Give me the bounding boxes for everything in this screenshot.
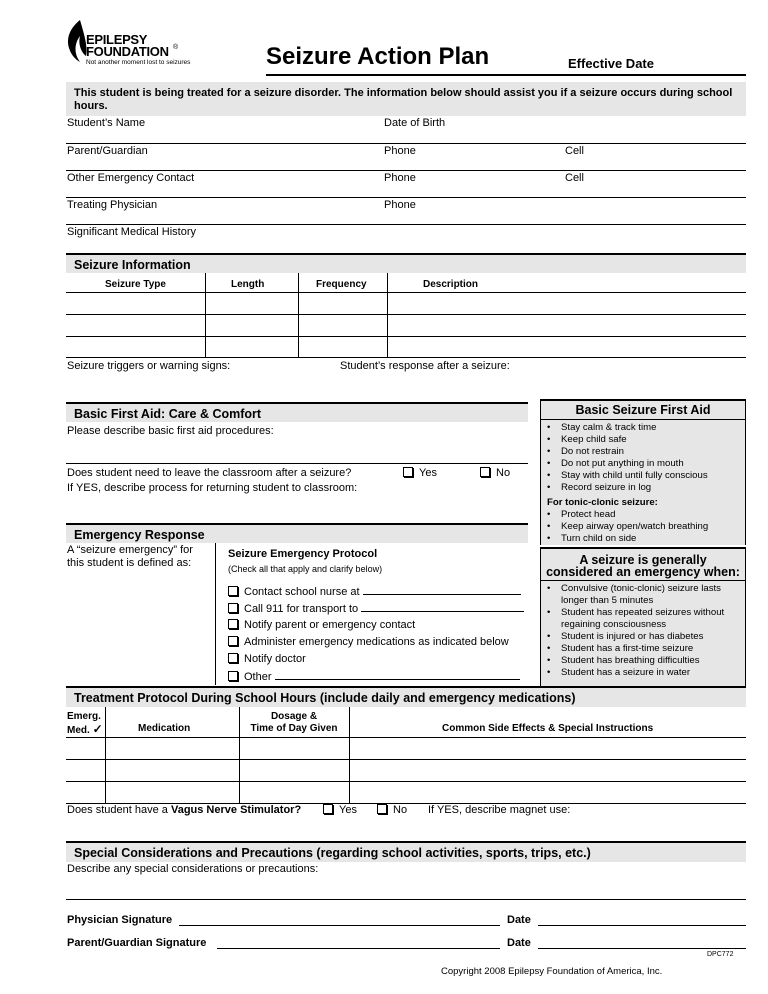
treatment-header bbox=[66, 686, 746, 707]
col-divider bbox=[105, 707, 106, 803]
logo-line1: EPILEPSY bbox=[86, 32, 148, 47]
section-title: Emergency Response bbox=[74, 528, 205, 542]
emergency-criteria-list bbox=[545, 583, 743, 679]
parent-signature-label: Parent/Guardian Signature bbox=[67, 937, 207, 949]
row-rule bbox=[66, 899, 746, 900]
other-field[interactable] bbox=[275, 670, 520, 680]
checkbox-icon[interactable] bbox=[323, 804, 333, 814]
definition-line1: A “seizure emergency” for bbox=[67, 544, 193, 556]
list-item: • Record seizure in log bbox=[545, 482, 743, 494]
protocol-item-notify-parent[interactable]: Notify parent or emergency contact bbox=[228, 619, 415, 631]
special-describe: Describe any special considerations or precautions: bbox=[67, 863, 319, 875]
physician-label: Treating Physician bbox=[67, 199, 158, 211]
table-row bbox=[66, 781, 746, 782]
col-medication: Medication bbox=[138, 723, 191, 734]
checkbox-icon[interactable] bbox=[480, 467, 490, 477]
box-title: Basic Seizure First Aid bbox=[575, 403, 711, 417]
col-frequency: Frequency bbox=[316, 279, 367, 290]
col-side-effects: Common Side Effects & Special Instructions bbox=[442, 723, 654, 734]
parent-date-label: Date bbox=[507, 937, 531, 949]
box-title-line1: A seizure is generally bbox=[579, 553, 707, 567]
checkbox-icon[interactable] bbox=[228, 603, 238, 613]
logo bbox=[66, 18, 206, 70]
col-length: Length bbox=[231, 279, 265, 290]
other-phone-label: Phone bbox=[384, 172, 416, 184]
vns-question: Does student have a Vagus Nerve Stimulator? bbox=[67, 804, 302, 816]
list-item: • Do not restrain bbox=[545, 446, 743, 458]
special-header bbox=[66, 841, 746, 862]
box-rule bbox=[541, 580, 745, 581]
col-divider bbox=[387, 273, 388, 357]
checkbox-icon[interactable] bbox=[228, 671, 238, 681]
physician-signature-field[interactable] bbox=[179, 925, 500, 926]
protocol-sub: (Check all that apply and clarify below) bbox=[228, 564, 383, 574]
list-item: • Stay with child until fully conscious bbox=[545, 470, 743, 482]
col-emerg-line2: Med. ✓ bbox=[67, 722, 103, 736]
col-divider bbox=[298, 273, 299, 357]
list-item: • Keep airway open/watch breathing bbox=[545, 521, 743, 533]
table-row bbox=[66, 357, 746, 358]
col-description: Description bbox=[423, 279, 479, 290]
definition-line2: this student is defined as: bbox=[67, 557, 192, 569]
emergency-criteria-box bbox=[540, 547, 746, 686]
col-divider bbox=[205, 273, 206, 357]
row-rule bbox=[66, 224, 746, 225]
leave-no-option[interactable]: No bbox=[480, 467, 510, 479]
list-item: • Student has a seizure in water bbox=[545, 667, 743, 679]
protocol-item-other[interactable]: Other bbox=[228, 670, 520, 683]
col-emerg-line1: Emerg. bbox=[67, 711, 101, 722]
parent-date-field[interactable] bbox=[538, 948, 746, 949]
list-item: • Student has repeated seizures without regaining consciousness bbox=[545, 607, 743, 631]
list-item: • Student is injured or has diabetes bbox=[545, 631, 743, 643]
effective-date-label: Effective Date bbox=[568, 56, 654, 71]
if-yes-return: If YES, describe process for returning student to classroom: bbox=[67, 482, 358, 494]
logo-registered: ® bbox=[173, 44, 179, 51]
first-aid-header bbox=[66, 402, 528, 422]
checkmark-icon: ✓ bbox=[92, 722, 103, 736]
response-label: Student’s response after a seizure: bbox=[340, 360, 510, 372]
col-dosage-line1: Dosage & bbox=[270, 711, 318, 722]
table-row bbox=[66, 314, 746, 315]
logo-line2: FOUNDATION bbox=[86, 44, 169, 59]
nurse-field[interactable] bbox=[363, 585, 521, 595]
protocol-title: Seizure Emergency Protocol bbox=[228, 548, 378, 560]
leave-yes-option[interactable]: Yes bbox=[403, 467, 437, 479]
section-title: Treatment Protocol During School Hours (include daily and emergency medications) bbox=[74, 691, 576, 705]
other-cell-label: Cell bbox=[565, 172, 584, 184]
list-item: • Convulsive (tonic-clonic) seizure lasts longer than 5 minutes bbox=[545, 583, 743, 607]
checkbox-icon[interactable] bbox=[403, 467, 413, 477]
seizure-first-aid-box bbox=[540, 399, 746, 545]
parent-phone-label: Phone bbox=[384, 145, 416, 157]
parent-label: Parent/Guardian bbox=[67, 145, 148, 157]
list-item: • Student has a first-time seizure bbox=[545, 643, 743, 655]
col-divider bbox=[215, 543, 216, 685]
title-rule bbox=[266, 74, 746, 76]
col-dosage-line2: Time of Day Given bbox=[250, 723, 338, 734]
leave-question: Does student need to leave the classroom after a seizure? bbox=[67, 467, 352, 479]
logo-tagline: Not another moment lost to seizures bbox=[86, 59, 191, 66]
vns-no-option[interactable]: No bbox=[377, 804, 407, 816]
first-aid-describe: Please describe basic first aid procedures: bbox=[67, 425, 274, 437]
section-title: Seizure Information bbox=[74, 258, 191, 272]
section-title: Basic First Aid: Care & Comfort bbox=[74, 407, 262, 421]
checkbox-icon[interactable] bbox=[228, 653, 238, 663]
row-rule bbox=[66, 463, 528, 464]
list-item: • Keep child safe bbox=[545, 434, 743, 446]
student-name-label: Student’s Name bbox=[67, 117, 146, 129]
list-item: • Student has breathing difficulties bbox=[545, 655, 743, 667]
transport-field[interactable] bbox=[361, 602, 524, 612]
intro-text: This student is being treated for a seizure disorder. The information below should assist you if a seizure occurs during school hours. bbox=[74, 87, 733, 112]
tonic-title: For tonic-clonic seizure: bbox=[547, 497, 658, 508]
table-row bbox=[66, 336, 746, 337]
checkbox-icon[interactable] bbox=[228, 619, 238, 629]
list-item: • Stay calm & track time bbox=[545, 422, 743, 434]
parent-cell-label: Cell bbox=[565, 145, 584, 157]
col-divider bbox=[349, 707, 350, 803]
history-label: Significant Medical History bbox=[67, 226, 196, 238]
physician-date-field[interactable] bbox=[538, 925, 746, 926]
table-row bbox=[66, 737, 746, 738]
checkbox-icon[interactable] bbox=[377, 804, 387, 814]
vns-if-yes: If YES, describe magnet use: bbox=[428, 804, 571, 816]
intro-bar bbox=[66, 82, 746, 116]
form-code: DPC772 bbox=[707, 951, 734, 958]
list-item: • Do not put anything in mouth bbox=[545, 458, 743, 470]
table-row bbox=[66, 292, 746, 293]
col-divider bbox=[239, 707, 240, 803]
col-seizure-type: Seizure Type bbox=[105, 279, 166, 290]
page-title: Seizure Action Plan bbox=[266, 43, 490, 70]
list-item: • Protect head bbox=[545, 509, 743, 521]
protocol-item-nurse[interactable]: Contact school nurse at bbox=[228, 585, 521, 598]
first-aid-list bbox=[545, 422, 743, 494]
other-contact-label: Other Emergency Contact bbox=[67, 172, 195, 184]
box-title-line2: considered an emergency when: bbox=[546, 565, 740, 579]
table-row bbox=[66, 759, 746, 760]
protocol-item-administer[interactable]: Administer emergency medications as indicated below bbox=[228, 636, 509, 648]
physician-date-label: Date bbox=[507, 914, 531, 926]
copyright: Copyright 2008 Epilepsy Foundation of America, Inc. bbox=[441, 966, 663, 977]
row-rule bbox=[66, 197, 746, 198]
checkbox-icon[interactable] bbox=[228, 636, 238, 646]
triggers-label: Seizure triggers or warning signs: bbox=[67, 360, 231, 372]
emergency-response-header bbox=[66, 523, 528, 543]
vns-yes-option[interactable]: Yes bbox=[323, 804, 357, 816]
row-rule bbox=[66, 143, 746, 144]
seizure-info-header bbox=[66, 253, 746, 273]
tonic-list bbox=[545, 509, 743, 545]
parent-signature-field[interactable] bbox=[217, 948, 500, 949]
row-rule bbox=[66, 170, 746, 171]
protocol-item-911[interactable]: Call 911 for transport to bbox=[228, 602, 524, 615]
physician-signature-label: Physician Signature bbox=[67, 914, 173, 926]
protocol-item-doctor[interactable]: Notify doctor bbox=[228, 653, 306, 665]
dob-label: Date of Birth bbox=[384, 117, 446, 129]
physician-phone-label: Phone bbox=[384, 199, 416, 211]
box-rule bbox=[541, 419, 745, 420]
section-title: Special Considerations and Precautions (regarding school activities, sports, trips, etc.) bbox=[74, 846, 591, 860]
checkbox-icon[interactable] bbox=[228, 586, 238, 596]
flame-icon bbox=[66, 20, 88, 62]
list-item: • Turn child on side bbox=[545, 533, 743, 545]
